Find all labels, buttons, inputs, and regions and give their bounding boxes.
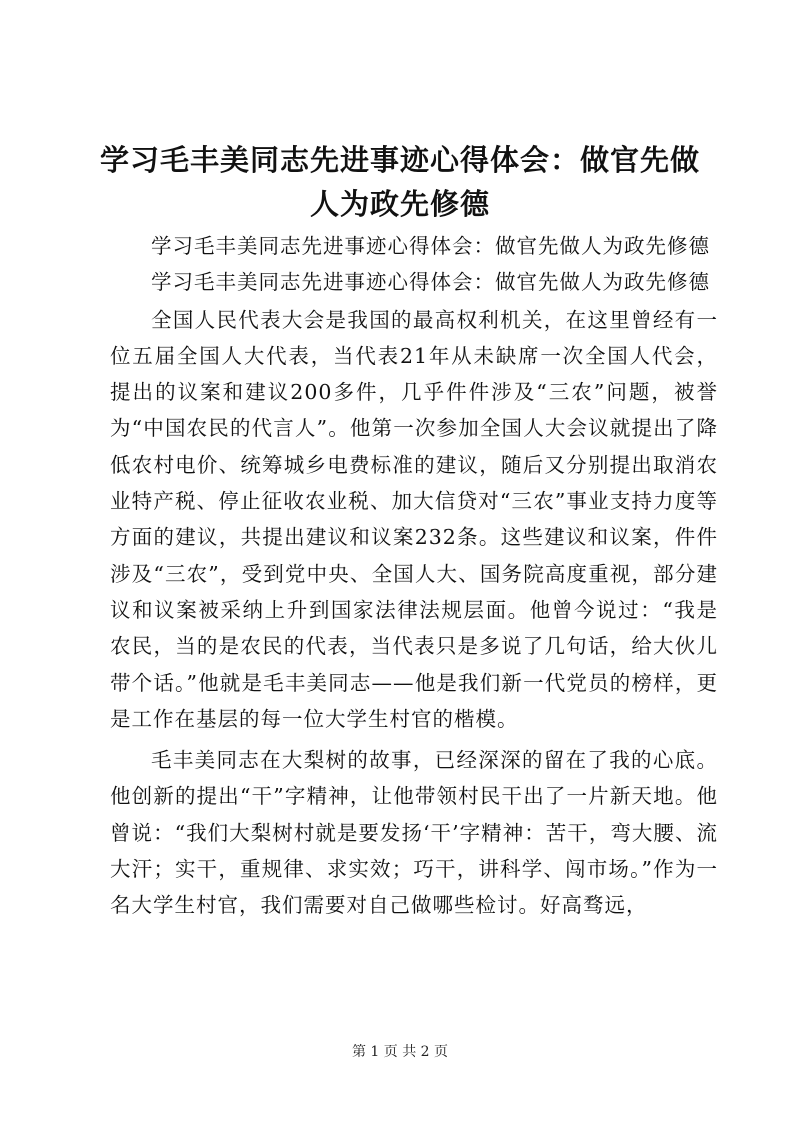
- paragraph-body-1: 全国人民代表大会是我国的最高权利机关，在这里曾经有一位五届全国人大代表，当代表21年从未缺席一次全国人代会，提出的议案和建议200多件，几乎件件涉及“三农”问题，被誉为“中国农民的代言人”。他第一次参加全国人大会议就提出了降低农村电价、统筹城乡电费标准的建议，随后又分别提出取消农业特产税、停止征收农业税、加大信贷对“三农”事业支持力度等方面的建议，共提出建议和议案232条。这些建议和议案，件件涉及“三农”，受到党中央、全国人大、国务院高度重视，部分建议和议案被采纳上升到国家法律法规层面。他曾今说过：“我是农民，当的是农民的代表，当代表只是多说了几句话，给大伙儿带个话。”他就是毛丰美同志——他是我们新一代党员的榜样，更是工作在基层的每一位大学生村官的楷模。: [110, 307, 718, 731]
- page-number-footer: 第 1 页 共 2 页: [351, 1044, 449, 1060]
- paragraph-subtitle-2: 学习毛丰美同志先进事迹心得体会：做官先做人为政先修德: [151, 270, 710, 295]
- paragraph-body-2: 毛丰美同志在大梨树的故事，已经深深的留在了我的心底。他创新的提出“干”字精神，让他带领村民干出了一片新天地。他曾说：“我们大梨树村就是要发扬‘干’字精神：苦干，弯大腰、流大汗；实干，重规律、求实效；巧干，讲科学、闯市场。”作为一名大学生村官，我们需要对自己做哪些检讨。好高骛远，: [110, 748, 718, 918]
- document-body: [110, 228, 718, 924]
- document-title: 学习毛丰美同志先进事迹心得体会：做官先做人为政先修德: [99, 143, 700, 221]
- paragraph-subtitle-1: 学习毛丰美同志先进事迹心得体会：做官先做人为政先修德: [151, 234, 710, 258]
